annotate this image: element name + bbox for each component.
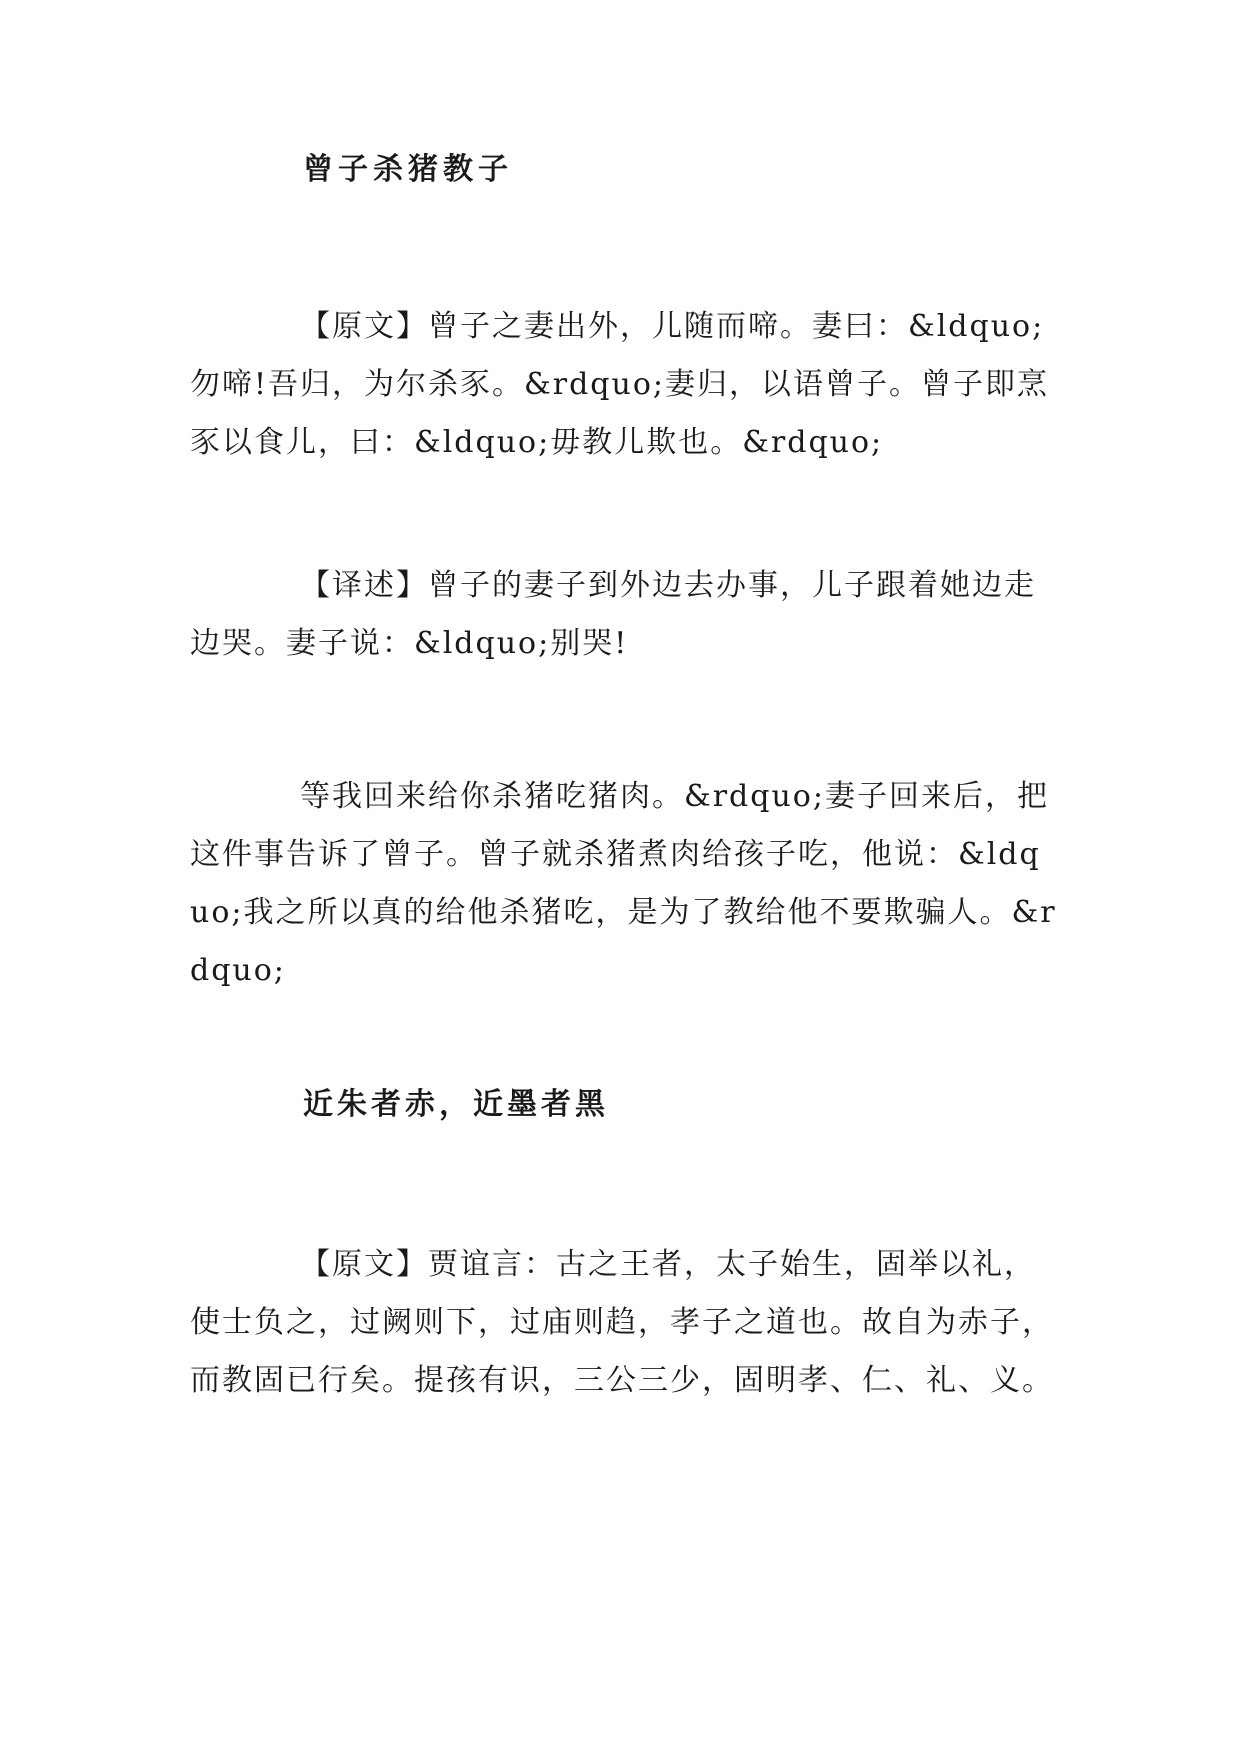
paragraph-translation-1: 【译述】曾子的妻子到外边去办事，儿子跟着她边走边哭。妻子说：&ldquo;别哭! bbox=[190, 568, 1036, 661]
section-title-jinzhu: 近朱者赤，近墨者黑 bbox=[303, 1087, 609, 1122]
paragraph-original-text-2: 【原文】贾谊言：古之王者，太子始生，固举以礼，使士负之，过阙则下，过庙则趋，孝子之道也。故自为赤子，而教固已行矣。提孩有识，三公三少，固明孝、仁、礼、义。 bbox=[190, 1247, 1054, 1398]
paragraph-original-text-1: 【原文】曾子之妻出外，儿随而啼。妻曰：&ldquo;勿啼!吾归，为尔杀豕。&rdquo;妻归，以语曾子。曾子即烹豕以食儿，曰：&ldquo;毋教儿欺也。&rdquo; bbox=[190, 309, 1049, 460]
section-title-zengzi: 曾子杀猪教子 bbox=[303, 152, 513, 187]
paragraph-translation-2: 等我回来给你杀猪吃猪肉。&rdquo;妻子回来后，把这件事告诉了曾子。曾子就杀猪煮肉给孩子吃，他说：&ldquo;我之所以真的给他杀猪吃，是为了教给他不要欺骗人。&rdquo; bbox=[190, 779, 1057, 988]
